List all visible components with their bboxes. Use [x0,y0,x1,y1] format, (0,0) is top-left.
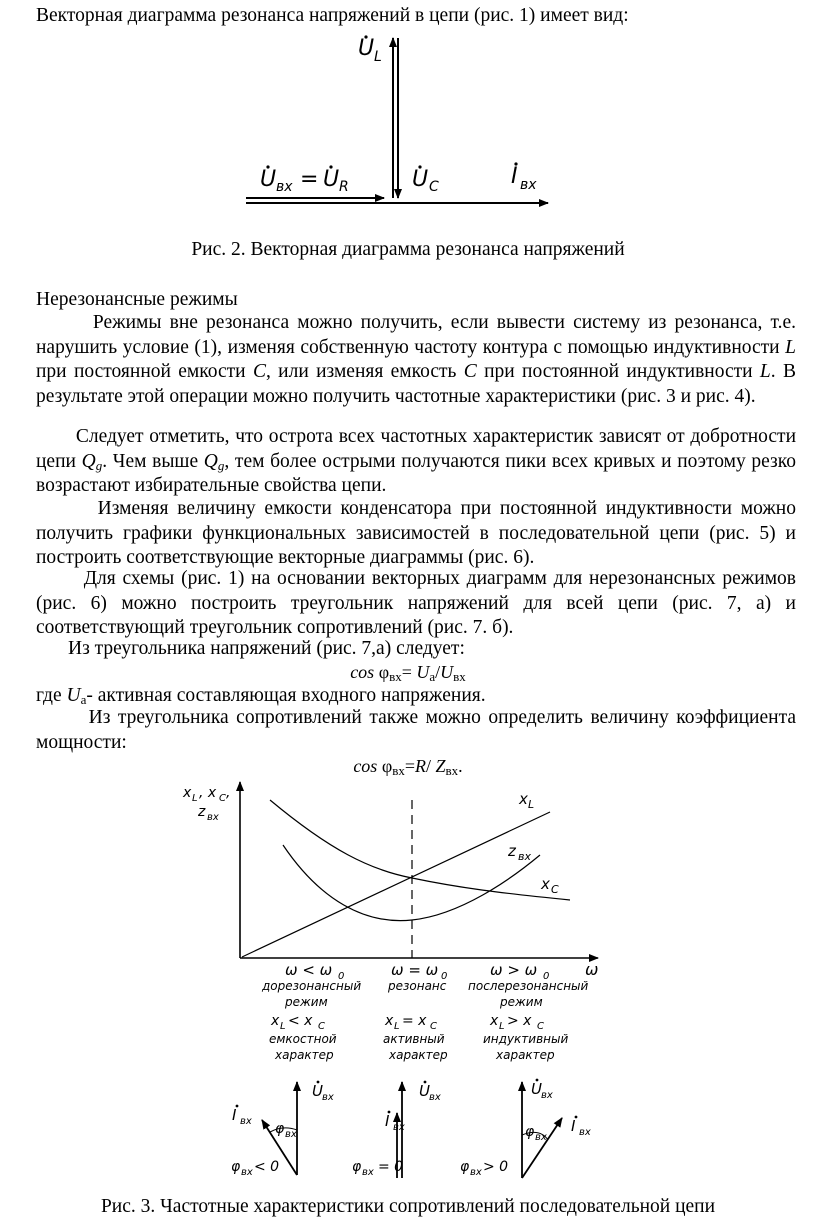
fig3-vector-pre [231,1081,334,1178]
svg-text:вх: вх [322,1092,334,1103]
svg-text:вх: вх [520,177,537,193]
fig3-caption: Рис. 3. Частотные характеристики сопротивлений последовательной цепи [100,1196,716,1217]
intro-text: Векторная диаграмма резонанса напряжений в цепи (рис. 1) имеет вид: [36,5,629,26]
svg-text:R: R [339,179,349,195]
svg-text:= 0: = 0 [378,1159,404,1175]
svg-text:0: 0 [543,971,550,982]
svg-text:< x: < x [288,1013,313,1029]
fig3-region-res [383,961,448,1062]
svg-text:< 0: < 0 [254,1159,280,1175]
svg-text:характер: характер [389,1048,448,1062]
fig3-label-xl: x [519,790,528,808]
svg-text:C: C [318,1021,325,1032]
svg-text:L: L [280,1021,286,1032]
svg-text:вх: вх [579,1127,591,1138]
svg-text:L: L [499,1021,505,1032]
svg-text:активный: активный [383,1032,445,1046]
fig3-label-zin: z [508,842,516,860]
paragraph-6: где $U_а-$ активная составляющая входного напряжения. [36,685,486,707]
paragraph-2: Следует отметить, что острота всех частотных характеристик зависят от добротности цепи $Q_g$. Чем выше $Q_g$, тем более острыми получаются пики всех кривых и поэтому резко возрастают избирательные свойства цепи. [36,426,797,497]
svg-text:=: = [300,167,319,192]
svg-text:индуктивный: индуктивный [483,1032,569,1046]
svg-text:режим: режим [500,995,543,1009]
svg-text:ω < ω: ω < ω [285,961,333,979]
svg-text:характер: характер [275,1048,334,1062]
svg-text:резонанс: резонанс [388,979,447,993]
fig3-label-xc: x [541,875,550,893]
formula-2: $\cos \varphi_{вх}=R/$ $Z_{вх}$. [353,756,463,778]
paragraph-5: Из треугольника напряжений (рис. 7,а) следует: [68,638,465,659]
fig3-y-label: x [183,785,192,801]
svg-text:> 0: > 0 [483,1159,509,1175]
svg-text:0: 0 [441,971,448,982]
svg-text:режим: режим [285,995,328,1009]
svg-text:φ: φ [231,1159,241,1175]
svg-text:вх: вх [429,1092,441,1103]
svg-text:вх: вх [207,812,219,823]
svg-text:ω > ω: ω > ω [490,961,538,979]
fig3-vector-post [460,1079,591,1178]
formula-1: $\cos \varphi_{вх}= U_а/U_{вх}$ [350,662,466,684]
fig2-caption: Рис. 2. Векторная диаграмма резонанса напряжений [191,239,625,260]
paragraph-4: Для схемы (рис. 1) на основании векторных диаграмм для нерезонансных режимов (рис. 6) можно построить треугольник напряжений для всей цепи (рис. 7, а) и соответствующий треугольник сопротивлений (рис. 7. б). [36,568,796,639]
fig2-uc-label: U [412,167,429,192]
svg-text:L: L [192,793,198,804]
svg-text:C: C [551,883,559,896]
svg-text:I: I [232,1106,237,1124]
fig2-ur-label: U [323,167,340,192]
svg-text:вх: вх [535,1132,547,1143]
svg-text:C: C [429,179,439,195]
paragraph-7: Из треугольника сопротивлений также можно определить величину коэффициента мощности: [36,707,796,753]
svg-text:вх: вх [276,179,293,195]
svg-text:L: L [394,1021,400,1032]
fig2-iin-label: I [511,164,518,189]
svg-text:I: I [571,1117,576,1135]
svg-text:= x: = x [402,1013,427,1029]
section-title: Нерезонансные режимы [36,289,238,310]
fig3-region-pre [261,961,361,1062]
svg-text:C: C [430,1021,437,1032]
svg-text:φ: φ [352,1159,362,1175]
fig3-x-label: ω [585,960,599,979]
svg-text:вх: вх [518,850,531,863]
svg-text:послерезонансный: послерезонансный [468,979,589,993]
svg-text:x: x [271,1013,280,1029]
paragraph-1: Режимы вне резонанса можно получить, если вывести систему из резонанса, т.е. нарушить условие (1), изменяя собственную частоту контура с помощью индуктивности L при постоянной емкости C, или изменяя емкость C при постоянной индуктивности L. В результате этой операции можно получить частотные характеристики (рис. 3 и рис. 4). [36,312,797,407]
svg-text:C: C [219,793,226,804]
svg-text:L: L [374,49,382,65]
svg-text:U: U [419,1082,430,1100]
svg-text:характер: характер [496,1048,555,1062]
svg-text:вх: вх [470,1167,482,1178]
svg-text:дорезонансный: дорезонансный [262,979,362,993]
fig2-ul-label: U [358,36,375,61]
svg-text:вх: вх [362,1167,374,1178]
fig3-vector-res [352,1081,441,1178]
fig3-region-post [468,961,589,1062]
svg-text:емкостной: емкостной [269,1032,337,1046]
svg-text:U: U [312,1082,323,1100]
svg-text:φ: φ [525,1124,535,1140]
svg-text:,: , [226,785,231,801]
svg-text:z: z [198,804,206,820]
svg-text:x: x [490,1013,499,1029]
svg-text:> x: > x [507,1013,532,1029]
svg-text:вх: вх [393,1122,405,1133]
svg-text:U: U [531,1080,542,1098]
svg-text:0: 0 [338,971,345,982]
fig2-uin-label: U [260,167,277,192]
svg-text:, x: , x [199,785,217,801]
svg-text:ω = ω: ω = ω [391,961,439,979]
svg-text:φ: φ [275,1121,285,1137]
svg-text:C: C [537,1021,544,1032]
svg-text:L: L [528,798,535,811]
svg-text:I: I [385,1112,390,1130]
paragraph-3: Изменяя величину емкости конденсатора при постоянной индуктивности можно получить графики функциональных зависимостей в последовательной цепи (рис. 5) и построить соответствующие векторные диаграммы (рис. 6). [36,498,796,569]
svg-text:вх: вх [285,1129,297,1140]
svg-text:вх: вх [541,1090,553,1101]
svg-text:φ: φ [460,1159,470,1175]
svg-text:вх: вх [241,1167,253,1178]
fig3-curve-xl [242,812,550,957]
svg-text:x: x [385,1013,394,1029]
svg-text:вх: вх [240,1116,252,1127]
